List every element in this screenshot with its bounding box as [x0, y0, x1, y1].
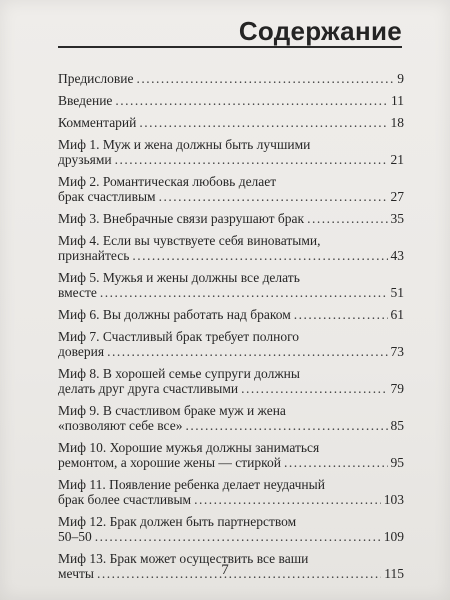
toc-page-number: 109 — [383, 529, 404, 544]
toc-entry-line — [58, 270, 404, 285]
toc-entry — [58, 307, 404, 322]
toc-page-number: 73 — [390, 344, 404, 359]
toc-entry — [58, 233, 404, 263]
toc-page-number: 21 — [390, 152, 404, 167]
toc-entry — [58, 440, 404, 470]
toc-entry — [58, 403, 404, 433]
toc-entry-text: доверия — [58, 344, 105, 359]
dot-leader — [100, 285, 388, 300]
dot-leader — [159, 189, 388, 204]
toc-entry-line — [58, 233, 404, 248]
toc-entry-line — [58, 366, 404, 381]
toc-entry — [58, 270, 404, 300]
toc-entry-last-line — [58, 492, 404, 507]
toc-entry-text: Миф 7. Счастливый брак требует полного — [58, 329, 300, 344]
toc-page-number: 51 — [390, 285, 404, 300]
dot-leader — [136, 71, 394, 86]
toc-page-number: 85 — [390, 418, 404, 433]
toc-entry-last-line — [58, 381, 404, 396]
dot-leader — [185, 418, 387, 433]
dot-leader — [139, 115, 387, 130]
toc-entry — [58, 174, 404, 204]
toc-entry-text: вместе — [58, 285, 97, 300]
toc-entry-line — [58, 137, 404, 152]
toc-entry — [58, 366, 404, 396]
toc-page-number: 79 — [390, 381, 404, 396]
toc-page-number: 43 — [390, 248, 404, 263]
toc-entry — [58, 71, 404, 86]
toc-entry-text: друзьями — [58, 152, 112, 167]
toc-entry-text: Введение — [58, 93, 113, 108]
toc-entry — [58, 93, 404, 108]
toc-entry-text: признайтесь — [58, 248, 130, 263]
toc-entry — [58, 477, 404, 507]
toc-entry-text: брак более счастливым — [58, 492, 192, 507]
toc-entry-text: Миф 12. Брак должен быть партнерством — [58, 514, 297, 529]
toc-entry-text: брак счастливым — [58, 189, 156, 204]
toc-page-number: 61 — [390, 307, 404, 322]
toc-entry — [58, 514, 404, 544]
toc-entry-text: Миф 11. Появление ребенка делает неудачный — [58, 477, 325, 492]
toc-entry-line — [58, 477, 404, 492]
toc-entry-last-line — [58, 529, 404, 544]
toc-entry-last-line — [58, 455, 404, 470]
toc-entry-last-line — [58, 418, 404, 433]
toc-entry-last-line — [58, 248, 404, 263]
toc-entry-text: Миф 8. В хорошей семье супруги должны — [58, 366, 300, 381]
toc-entry — [58, 137, 404, 167]
toc-page-number: 11 — [391, 93, 404, 108]
toc-entry-last-line — [58, 307, 404, 322]
toc-entry-text: Комментарий — [58, 115, 137, 130]
toc-entry-last-line — [58, 285, 404, 300]
toc-entry-text: Миф 1. Муж и жена должны быть лучшими — [58, 137, 311, 152]
toc-page-number: 18 — [390, 115, 404, 130]
toc-entry-last-line — [58, 93, 404, 108]
page-title: Содержание — [238, 16, 402, 46]
toc-entry-text: Миф 13. Брак может осуществить все ваши — [58, 551, 309, 566]
table-of-contents — [58, 71, 404, 588]
toc-entry-line — [58, 440, 404, 455]
toc-page-number: 95 — [390, 455, 404, 470]
dot-leader — [241, 381, 387, 396]
toc-page-number: 103 — [383, 492, 404, 507]
toc-page-number: 27 — [390, 189, 404, 204]
toc-page-number: 35 — [390, 211, 404, 226]
toc-page-number: 115 — [384, 566, 404, 581]
toc-entry — [58, 115, 404, 130]
dot-leader — [132, 248, 387, 263]
dot-leader — [307, 211, 387, 226]
dot-leader — [284, 455, 387, 470]
toc-entry-text: Миф 9. В счастливом браке муж и жена — [58, 403, 286, 418]
toc-entry-last-line — [58, 189, 404, 204]
toc-entry-text: 50–50 — [58, 529, 92, 544]
toc-entry — [58, 329, 404, 359]
toc-entry-text: мечты — [58, 566, 94, 581]
header-rule — [58, 16, 402, 48]
toc-entry-text: Миф 4. Если вы чувствуете себя виноватыми, — [58, 233, 321, 248]
toc-entry-text: Миф 5. Мужья и жены должны все делать — [58, 270, 300, 285]
toc-entry — [58, 211, 404, 226]
dot-leader — [294, 307, 388, 322]
toc-entry-text: делать друг друга счастливыми — [58, 381, 239, 396]
toc-entry-line — [58, 403, 404, 418]
dot-leader — [194, 492, 381, 507]
dot-leader — [115, 152, 388, 167]
toc-entry-last-line — [58, 71, 404, 86]
toc-entry-text: Миф 3. Внебрачные связи разрушают брак — [58, 211, 305, 226]
dot-leader — [95, 529, 381, 544]
dot-leader — [115, 93, 388, 108]
toc-entry-text: Миф 10. Хорошие мужья должны заниматься — [58, 440, 320, 455]
toc-entry-text: Миф 6. Вы должны работать над браком — [58, 307, 291, 322]
page-number: 7 — [221, 562, 229, 578]
toc-entry-line — [58, 174, 404, 189]
toc-entry-text: «позволяют себе все» — [58, 418, 183, 433]
toc-entry-last-line — [58, 344, 404, 359]
toc-entry-last-line — [58, 152, 404, 167]
toc-entry-text: ремонтом, а хорошие жены — стиркой — [58, 455, 282, 470]
toc-entry-last-line — [58, 211, 404, 226]
toc-entry-text: Миф 2. Романтическая любовь делает — [58, 174, 277, 189]
dot-leader — [107, 344, 387, 359]
toc-entry-text: Предисловие — [58, 71, 134, 86]
toc-entry-last-line — [58, 115, 404, 130]
toc-page-number: 9 — [397, 71, 404, 86]
toc-entry-line — [58, 514, 404, 529]
toc-entry-line — [58, 329, 404, 344]
